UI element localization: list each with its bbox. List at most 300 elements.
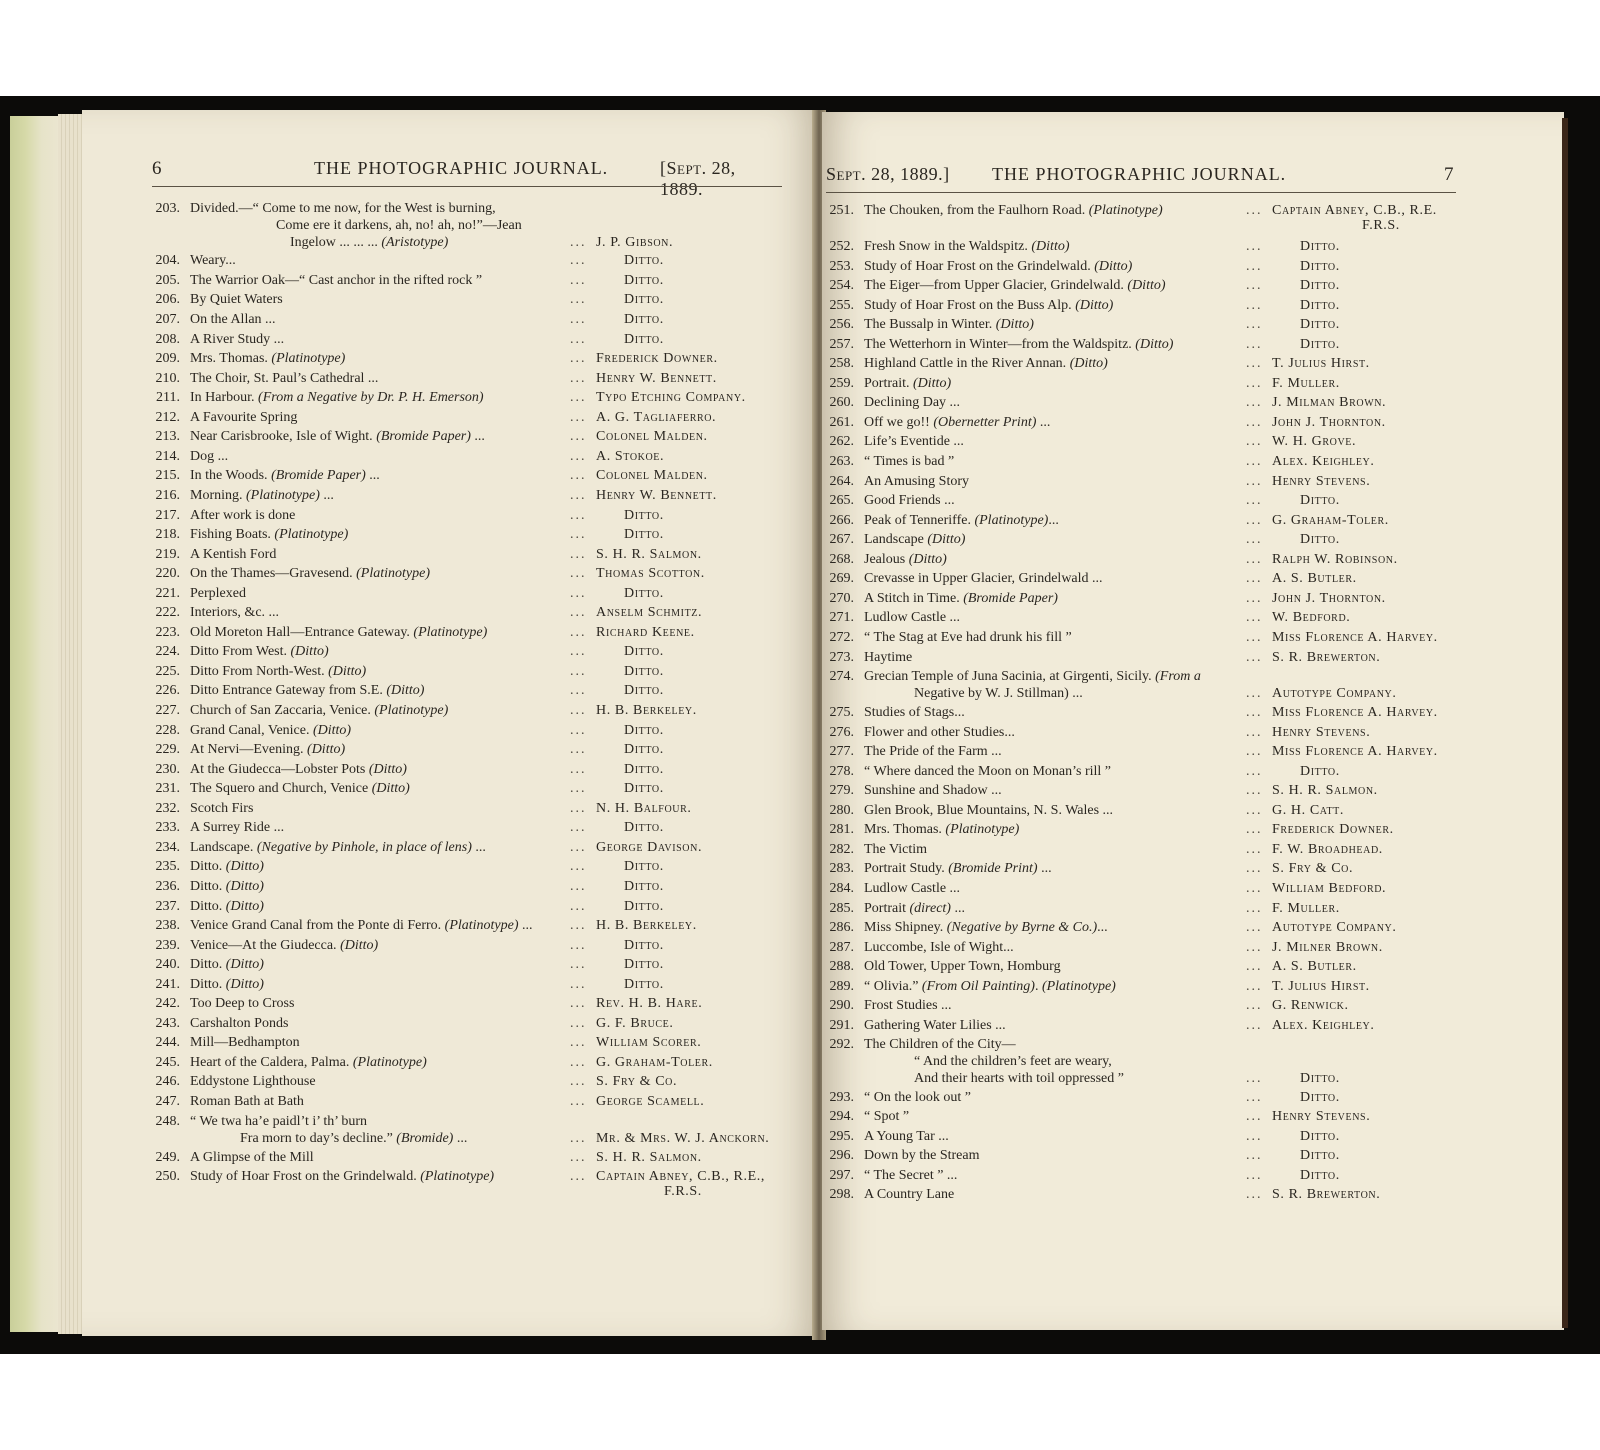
leader-dots: ...: [570, 781, 587, 797]
entry-title: Landscape. (Negative by Pinhole, in place of lens) ...: [190, 839, 486, 855]
leader-dots: ...: [570, 663, 587, 679]
entry-number: 221.: [155, 585, 180, 601]
leader-dots: ...: [570, 683, 587, 699]
entry-author: S. H. R. Salmon.: [596, 546, 702, 562]
leader-dots: ...: [1246, 763, 1263, 779]
entry-author: Henry Stevens.: [1272, 1109, 1371, 1125]
entry-number: 256.: [829, 317, 854, 333]
entry-number: 259.: [829, 375, 854, 391]
leader-dots: ...: [570, 409, 587, 425]
entry-number: 295.: [829, 1128, 854, 1144]
entry-title: “ The Stag at Eve had drunk his fill ”: [864, 629, 1072, 645]
entry-title: “ We twa ha’e paidl’t i’ th’ burn: [190, 1113, 368, 1129]
entry-title: Portrait (direct) ...: [864, 900, 965, 916]
entry-title: “ Times is bad ”: [864, 454, 955, 469]
leader-dots: ...: [1246, 512, 1263, 528]
entry-author: G. F. Bruce.: [596, 1015, 674, 1031]
entry-title: Portrait. (Ditto): [864, 375, 952, 391]
entry-number: 266.: [829, 512, 854, 528]
entry-number: 225.: [155, 663, 180, 679]
entry-author: Captain Abney, C.B., R.E.,: [596, 1169, 765, 1185]
leader-dots: ...: [570, 272, 587, 288]
leader-dots: ...: [1246, 978, 1263, 994]
leader-dots: ...: [570, 351, 587, 367]
entry-author: Ditto.: [1300, 297, 1340, 313]
entry-title: In Harbour. (From a Negative by Dr. P. H. Emerson): [190, 390, 484, 406]
entry-title: The Bussalp in Winter. (Ditto): [864, 317, 1034, 333]
entry-author: Ditto.: [1300, 763, 1340, 779]
entry-number: 265.: [829, 493, 854, 509]
leader-dots: ...: [570, 859, 587, 875]
entry-number: 216.: [155, 487, 180, 503]
entry-author: Henry Stevens.: [1272, 473, 1371, 489]
entry-author: F. Muller.: [1272, 900, 1340, 916]
entry-title: Carshalton Ponds: [190, 1015, 289, 1031]
entry-number: 292.: [829, 1037, 854, 1053]
entry-number: 214.: [155, 448, 180, 464]
leader-dots: ...: [570, 331, 587, 347]
leader-dots: ...: [1246, 434, 1263, 450]
leader-dots: ...: [1246, 590, 1263, 606]
entry-author: A. S. Butler.: [1272, 571, 1357, 587]
entry-title: A Kentish Ford: [190, 546, 277, 562]
entry-number: 238.: [155, 918, 180, 934]
entry-title: Declining Day ...: [864, 395, 961, 411]
entry-number: 204.: [155, 253, 180, 269]
leader-dots: ...: [570, 1015, 587, 1031]
leader-dots: ...: [1246, 802, 1263, 818]
entry-number: 297.: [829, 1167, 854, 1183]
entry-author: Autotype Company.: [1272, 920, 1397, 936]
leader-dots: ...: [570, 1169, 587, 1185]
leader-dots: ...: [570, 1094, 587, 1109]
entry-author: Ditto.: [624, 859, 664, 875]
entry-title: Ditto. (Ditto): [190, 859, 264, 875]
leader-dots: ...: [1246, 959, 1263, 975]
entry-number: 229.: [155, 742, 180, 758]
entry-number: 268.: [829, 551, 854, 567]
entry-title: Weary...: [190, 253, 236, 269]
entry-title: At Nervi—Evening. (Ditto): [190, 742, 346, 758]
entry-author: A. S. Butler.: [1272, 959, 1357, 975]
entry-number: 228.: [155, 722, 180, 738]
entry-author: Ditto.: [624, 781, 664, 797]
entry-number: 288.: [829, 959, 854, 975]
leader-dots: ...: [1246, 356, 1263, 372]
leader-dots: ...: [1246, 1071, 1263, 1087]
leader-dots: ...: [1246, 939, 1263, 955]
entry-author: N. H. Balfour.: [596, 800, 692, 816]
entry-number: 206.: [155, 292, 180, 308]
entry-number: 261.: [829, 414, 854, 430]
leader-dots: ...: [570, 605, 587, 621]
entry-title: Highland Cattle in the River Annan. (Ditto): [864, 356, 1108, 372]
entry-author: Frederick Downer.: [1272, 822, 1394, 838]
entry-number: 293.: [829, 1089, 854, 1105]
leader-dots: ...: [570, 742, 587, 758]
leader-dots: ...: [1246, 238, 1263, 254]
leader-dots: ...: [570, 1054, 587, 1070]
entry-author: Ditto.: [1300, 317, 1340, 333]
entry-number: 205.: [155, 272, 180, 288]
leader-dots: ...: [1246, 861, 1263, 877]
entry-number: 209.: [155, 351, 180, 367]
entry-number: 280.: [829, 802, 854, 818]
leader-dots: ...: [570, 898, 587, 914]
entry-author: A. G. Tagliaferro.: [596, 409, 717, 425]
entry-number: 286.: [829, 920, 854, 936]
leader-dots: ...: [1246, 920, 1263, 936]
leader-dots: ...: [570, 390, 587, 406]
entry-author: J. Milman Brown.: [1272, 395, 1387, 411]
entry-number: 235.: [155, 859, 180, 875]
entry-title: Study of Hoar Frost on the Grindelwald. (Platinotype): [190, 1169, 495, 1185]
entry-author: Ditto.: [624, 937, 664, 953]
entry-author: Frederick Downer.: [596, 351, 718, 367]
entry-number: 289.: [829, 978, 854, 994]
entry-author: Ditto.: [624, 663, 664, 679]
leader-dots: ...: [1246, 1148, 1263, 1164]
entry-title: Off we go!! (Obernetter Print) ...: [864, 414, 1051, 430]
entry-title: “ Where danced the Moon on Monan’s rill ”: [864, 763, 1112, 779]
entry-number: 210.: [155, 370, 180, 386]
leader-dots: ...: [1246, 744, 1263, 760]
entry-author: G. Graham-Toler.: [1272, 512, 1389, 528]
entry-title: The Squero and Church, Venice (Ditto): [190, 781, 410, 797]
entry-author: Ditto.: [1300, 278, 1340, 294]
leader-dots: ...: [1246, 297, 1263, 313]
entry-title: A Young Tar ...: [864, 1128, 949, 1144]
entry-author: J. P. Gibson.: [596, 235, 674, 250]
entry-author: Ditto.: [1300, 1128, 1340, 1144]
entry-author: Colonel Malden.: [596, 429, 708, 445]
entry-number: 273.: [829, 649, 854, 665]
leader-dots: ...: [1246, 822, 1263, 838]
entry-author: Ditto.: [624, 722, 664, 738]
entry-author: Ditto.: [1300, 336, 1340, 352]
entry-title: Crevasse in Upper Glacier, Grindelwald ...: [864, 571, 1103, 587]
entry-title-continuation: And their hearts with toil oppressed ”: [914, 1071, 1124, 1087]
entry-author-continuation: F.R.S.: [1362, 218, 1400, 233]
leader-dots: ...: [570, 585, 587, 601]
entry-title: Luccombe, Isle of Wight...: [864, 939, 1014, 955]
entry-number: 283.: [829, 861, 854, 877]
entry-title: Morning. (Platinotype) ...: [190, 487, 334, 503]
entry-author: Thomas Scotton.: [596, 566, 705, 582]
entry-title: Jealous (Ditto): [864, 551, 947, 567]
entry-title: Interiors, &c. ...: [190, 605, 280, 621]
leader-dots: ...: [1246, 1128, 1263, 1144]
entry-number: 287.: [829, 939, 854, 955]
entry-title: By Quiet Waters: [190, 292, 283, 308]
entry-title: On the Thames—Gravesend. (Platinotype): [190, 566, 431, 582]
entry-title: Fresh Snow in the Waldspitz. (Ditto): [864, 238, 1070, 254]
leader-dots: ...: [570, 800, 587, 816]
leader-dots: ...: [570, 957, 587, 973]
leader-dots: ...: [570, 839, 587, 855]
entry-title: “ On the look out ”: [864, 1089, 971, 1105]
entry-author: William Scorer.: [596, 1035, 702, 1051]
leader-dots: ...: [570, 1035, 587, 1051]
entry-title-continuation: Ingelow ... ... ... (Aristotype): [290, 235, 449, 250]
entry-author: Henry W. Bennett.: [596, 487, 717, 503]
entry-author: H. B. Berkeley.: [596, 703, 697, 718]
entry-number: 240.: [155, 957, 180, 973]
entry-title: Ditto. (Ditto): [190, 878, 264, 894]
entry-title: Ditto. (Ditto): [190, 898, 264, 914]
entry-title: After work is done: [190, 507, 296, 523]
leader-dots: ...: [570, 507, 587, 523]
entry-author: Alex. Keighley.: [1272, 454, 1375, 469]
entry-author: H. B. Berkeley.: [596, 918, 697, 934]
entry-author: Typo Etching Company.: [596, 390, 746, 406]
leader-dots: ...: [570, 429, 587, 445]
entry-number: 282.: [829, 841, 854, 857]
entry-title: “ Olivia.” (From Oil Painting). (Platinotype): [864, 978, 1116, 994]
entry-author: Ditto.: [624, 312, 664, 327]
entry-author: S. R. Brewerton.: [1272, 1187, 1381, 1203]
entry-title: Fishing Boats. (Platinotype): [190, 527, 349, 543]
entry-number: 255.: [829, 297, 854, 313]
entry-author: Ditto.: [624, 272, 664, 288]
entry-number: 219.: [155, 546, 180, 562]
entry-title: The Eiger—from Upper Glacier, Grindelwald. (Ditto): [864, 278, 1166, 294]
entry-number: 246.: [155, 1074, 180, 1090]
entry-author: Ditto.: [624, 898, 664, 914]
entry-author: Ditto.: [624, 585, 664, 601]
leader-dots: ...: [1246, 258, 1263, 274]
right-page: [822, 112, 1564, 1330]
entry-author: S. H. R. Salmon.: [596, 1149, 702, 1165]
entry-title: Divided.—“ Come to me now, for the West is burning,: [190, 201, 496, 216]
issue-date: Sept. 28, 1889.]: [826, 164, 950, 184]
entry-number: 224.: [155, 644, 180, 660]
entry-number: 245.: [155, 1054, 180, 1070]
entry-title: Venice—At the Giudecca. (Ditto): [190, 937, 379, 953]
entry-title: Study of Hoar Frost on the Grindelwald. (Ditto): [864, 258, 1133, 274]
entry-number: 290.: [829, 998, 854, 1014]
entry-author: G. H. Catt.: [1272, 802, 1344, 818]
entry-number: 291.: [829, 1017, 854, 1033]
entry-title: The Warrior Oak—“ Cast anchor in the rifted rock ”: [190, 272, 483, 288]
leader-dots: ...: [570, 918, 587, 934]
entry-title: Glen Brook, Blue Mountains, N. S. Wales ...: [864, 802, 1114, 818]
leader-dots: ...: [570, 253, 587, 269]
leader-dots: ...: [1246, 1187, 1263, 1203]
leader-dots: ...: [1246, 473, 1263, 489]
leader-dots: ...: [1246, 336, 1263, 352]
leader-dots: ...: [570, 878, 587, 894]
entry-title: Flower and other Studies...: [864, 724, 1015, 740]
leader-dots: ...: [1246, 203, 1263, 218]
entry-author: Ditto.: [1300, 532, 1340, 548]
entry-number: 250.: [155, 1169, 180, 1185]
leader-dots: ...: [570, 1149, 587, 1165]
entry-title: Ditto From North-West. (Ditto): [190, 663, 367, 679]
entry-number: 263.: [829, 454, 854, 469]
entry-number: 242.: [155, 996, 180, 1012]
entry-number: 277.: [829, 744, 854, 760]
entry-number: 248.: [155, 1113, 180, 1129]
page-number: 7: [1444, 164, 1454, 185]
leader-dots: ...: [1246, 375, 1263, 391]
entry-author: Ditto.: [624, 253, 664, 269]
entry-author: S. Fry & Co.: [596, 1074, 678, 1090]
entry-number: 264.: [829, 473, 854, 489]
entry-author-continuation: F.R.S.: [664, 1184, 702, 1200]
entry-title: Dog ...: [190, 448, 229, 464]
leader-dots: ...: [1246, 1167, 1263, 1183]
entry-number: 208.: [155, 331, 180, 347]
entry-number: 278.: [829, 763, 854, 779]
entry-title: Miss Shipney. (Negative by Byrne & Co.)...: [864, 920, 1108, 936]
entry-author: William Bedford.: [1272, 880, 1387, 896]
entry-title: Ditto. (Ditto): [190, 957, 264, 973]
book-cover-edge: [1562, 118, 1568, 1328]
entry-title: The Pride of the Farm ...: [864, 744, 1002, 760]
entry-number: 244.: [155, 1035, 180, 1051]
entry-number: 211.: [156, 390, 180, 406]
entry-number: 227.: [155, 703, 180, 718]
entry-author: Anselm Schmitz.: [596, 605, 703, 621]
entry-number: 226.: [155, 683, 180, 699]
entry-number: 241.: [155, 976, 180, 992]
leader-dots: ...: [1246, 610, 1263, 626]
entry-title: A River Study ...: [190, 331, 285, 347]
entry-author: Ditto.: [624, 976, 664, 992]
leader-dots: ...: [570, 761, 587, 777]
entry-author: Colonel Malden.: [596, 468, 708, 484]
entry-title: Haytime: [864, 649, 913, 665]
leader-dots: ...: [1246, 1017, 1263, 1033]
entry-number: 294.: [829, 1109, 854, 1125]
entry-author: Ditto.: [624, 644, 664, 660]
leader-dots: ...: [570, 1074, 587, 1090]
entry-title: Ditto Entrance Gateway from S.E. (Ditto): [190, 683, 425, 699]
entry-title: Peak of Tenneriffe. (Platinotype)...: [864, 512, 1059, 528]
entry-author: S. H. R. Salmon.: [1272, 783, 1378, 799]
entry-author: F. W. Broadhead.: [1272, 841, 1383, 857]
journal-title: THE PHOTOGRAPHIC JOURNAL.: [314, 158, 609, 178]
entry-number: 237.: [155, 898, 180, 914]
entry-author: George Davison.: [596, 839, 703, 855]
entry-title: Too Deep to Cross: [190, 996, 295, 1012]
entry-title: Ludlow Castle ...: [864, 880, 961, 896]
entry-number: 267.: [829, 532, 854, 548]
entry-number: 281.: [829, 822, 854, 838]
entry-number: 284.: [829, 880, 854, 896]
left-page-header: [152, 158, 782, 199]
entry-author: Ditto.: [1300, 1148, 1340, 1164]
entry-number: 215.: [155, 468, 180, 484]
entry-number: 212.: [155, 409, 180, 425]
entry-title-continuation: Fra morn to day’s decline.” (Bromide) ...: [240, 1130, 468, 1146]
leader-dots: ...: [1246, 629, 1263, 645]
entry-title: Mrs. Thomas. (Platinotype): [190, 351, 346, 367]
entry-title-continuation: “ And the children’s feet are weary,: [914, 1054, 1112, 1070]
entry-title: Sunshine and Shadow ...: [864, 783, 1002, 799]
entry-number: 296.: [829, 1148, 854, 1164]
leader-dots: ...: [1246, 900, 1263, 916]
entry-title: A Favourite Spring: [190, 409, 298, 425]
leader-dots: ...: [1246, 724, 1263, 740]
entry-author: Ditto.: [1300, 1089, 1340, 1105]
entry-author: Ditto.: [1300, 1071, 1340, 1087]
leader-dots: ...: [1246, 783, 1263, 799]
leader-dots: ...: [570, 487, 587, 503]
entry-title: Studies of Stags...: [864, 705, 965, 720]
entry-title: A Glimpse of the Mill: [190, 1149, 314, 1165]
leader-dots: ...: [570, 448, 587, 464]
entry-author: Ditto.: [624, 761, 664, 777]
entry-author: Rev. H. B. Hare.: [596, 996, 703, 1012]
entry-title: Grand Canal, Venice. (Ditto): [190, 722, 352, 738]
entry-author: Richard Keene.: [596, 624, 695, 640]
entry-author: John J. Thornton.: [1272, 590, 1386, 606]
entry-title: Ditto From West. (Ditto): [190, 644, 329, 660]
leader-dots: ...: [1246, 571, 1263, 587]
entry-title: Mill—Bedhampton: [190, 1035, 300, 1051]
entry-number: 247.: [155, 1094, 180, 1109]
entry-title: Near Carisbrooke, Isle of Wight. (Bromide Paper) ...: [190, 429, 485, 445]
leader-dots: ...: [1246, 454, 1263, 469]
entry-title-continuation: Negative by W. J. Stillman) ...: [914, 686, 1083, 702]
entry-title: Study of Hoar Frost on the Buss Alp. (Ditto): [864, 297, 1114, 313]
entry-number: 253.: [829, 258, 854, 274]
entry-number: 203.: [155, 201, 180, 216]
leader-dots: ...: [570, 937, 587, 953]
entry-title: Good Friends ...: [864, 493, 955, 509]
leader-dots: ...: [570, 996, 587, 1012]
entry-number: 260.: [829, 395, 854, 411]
entry-number: 218.: [155, 527, 180, 543]
entry-title-continuation: Come ere it darkens, ah, no! ah, no!”—Jean: [276, 218, 522, 233]
left-page: [82, 110, 818, 1336]
entry-number: 243.: [155, 1015, 180, 1031]
entry-number: 220.: [155, 566, 180, 582]
entry-author: Miss Florence A. Harvey.: [1272, 629, 1438, 645]
entry-title: Gathering Water Lilies ...: [864, 1017, 1006, 1033]
leader-dots: ...: [570, 820, 587, 836]
leader-dots: ...: [1246, 395, 1263, 411]
entry-number: 234.: [155, 839, 180, 855]
entry-title: A Country Lane: [864, 1187, 955, 1203]
entry-number: 254.: [829, 278, 854, 294]
entry-number: 217.: [155, 507, 180, 523]
entry-author: Captain Abney, C.B., R.E.: [1272, 203, 1437, 218]
entry-number: 298.: [829, 1187, 854, 1203]
leader-dots: ...: [570, 644, 587, 660]
entry-author: Ditto.: [624, 331, 664, 347]
entry-title: The Wetterhorn in Winter—from the Waldspitz. (Ditto): [864, 336, 1174, 352]
entry-author: T. Julius Hirst.: [1272, 978, 1370, 994]
entry-title: Life’s Eventide ...: [864, 434, 964, 450]
leader-dots: ...: [1246, 880, 1263, 896]
entry-number: 207.: [155, 312, 180, 327]
entry-title: The Chouken, from the Faulhorn Road. (Platinotype): [864, 203, 1163, 218]
entry-author: T. Julius Hirst.: [1272, 356, 1370, 372]
entry-number: 213.: [155, 429, 180, 445]
leader-dots: ...: [1246, 686, 1263, 702]
entry-title: Venice Grand Canal from the Ponte di Ferro. (Platinotype) ...: [190, 918, 533, 934]
entry-number: 231.: [155, 781, 180, 797]
entry-title: Down by the Stream: [864, 1148, 980, 1164]
issue-date: [Sept. 28, 1889.: [660, 158, 736, 199]
entry-title: Old Moreton Hall—Entrance Gateway. (Platinotype): [190, 624, 488, 640]
entry-author: Miss Florence A. Harvey.: [1272, 744, 1438, 760]
entry-author: Ditto.: [624, 292, 664, 308]
entry-author: Ditto.: [1300, 493, 1340, 509]
